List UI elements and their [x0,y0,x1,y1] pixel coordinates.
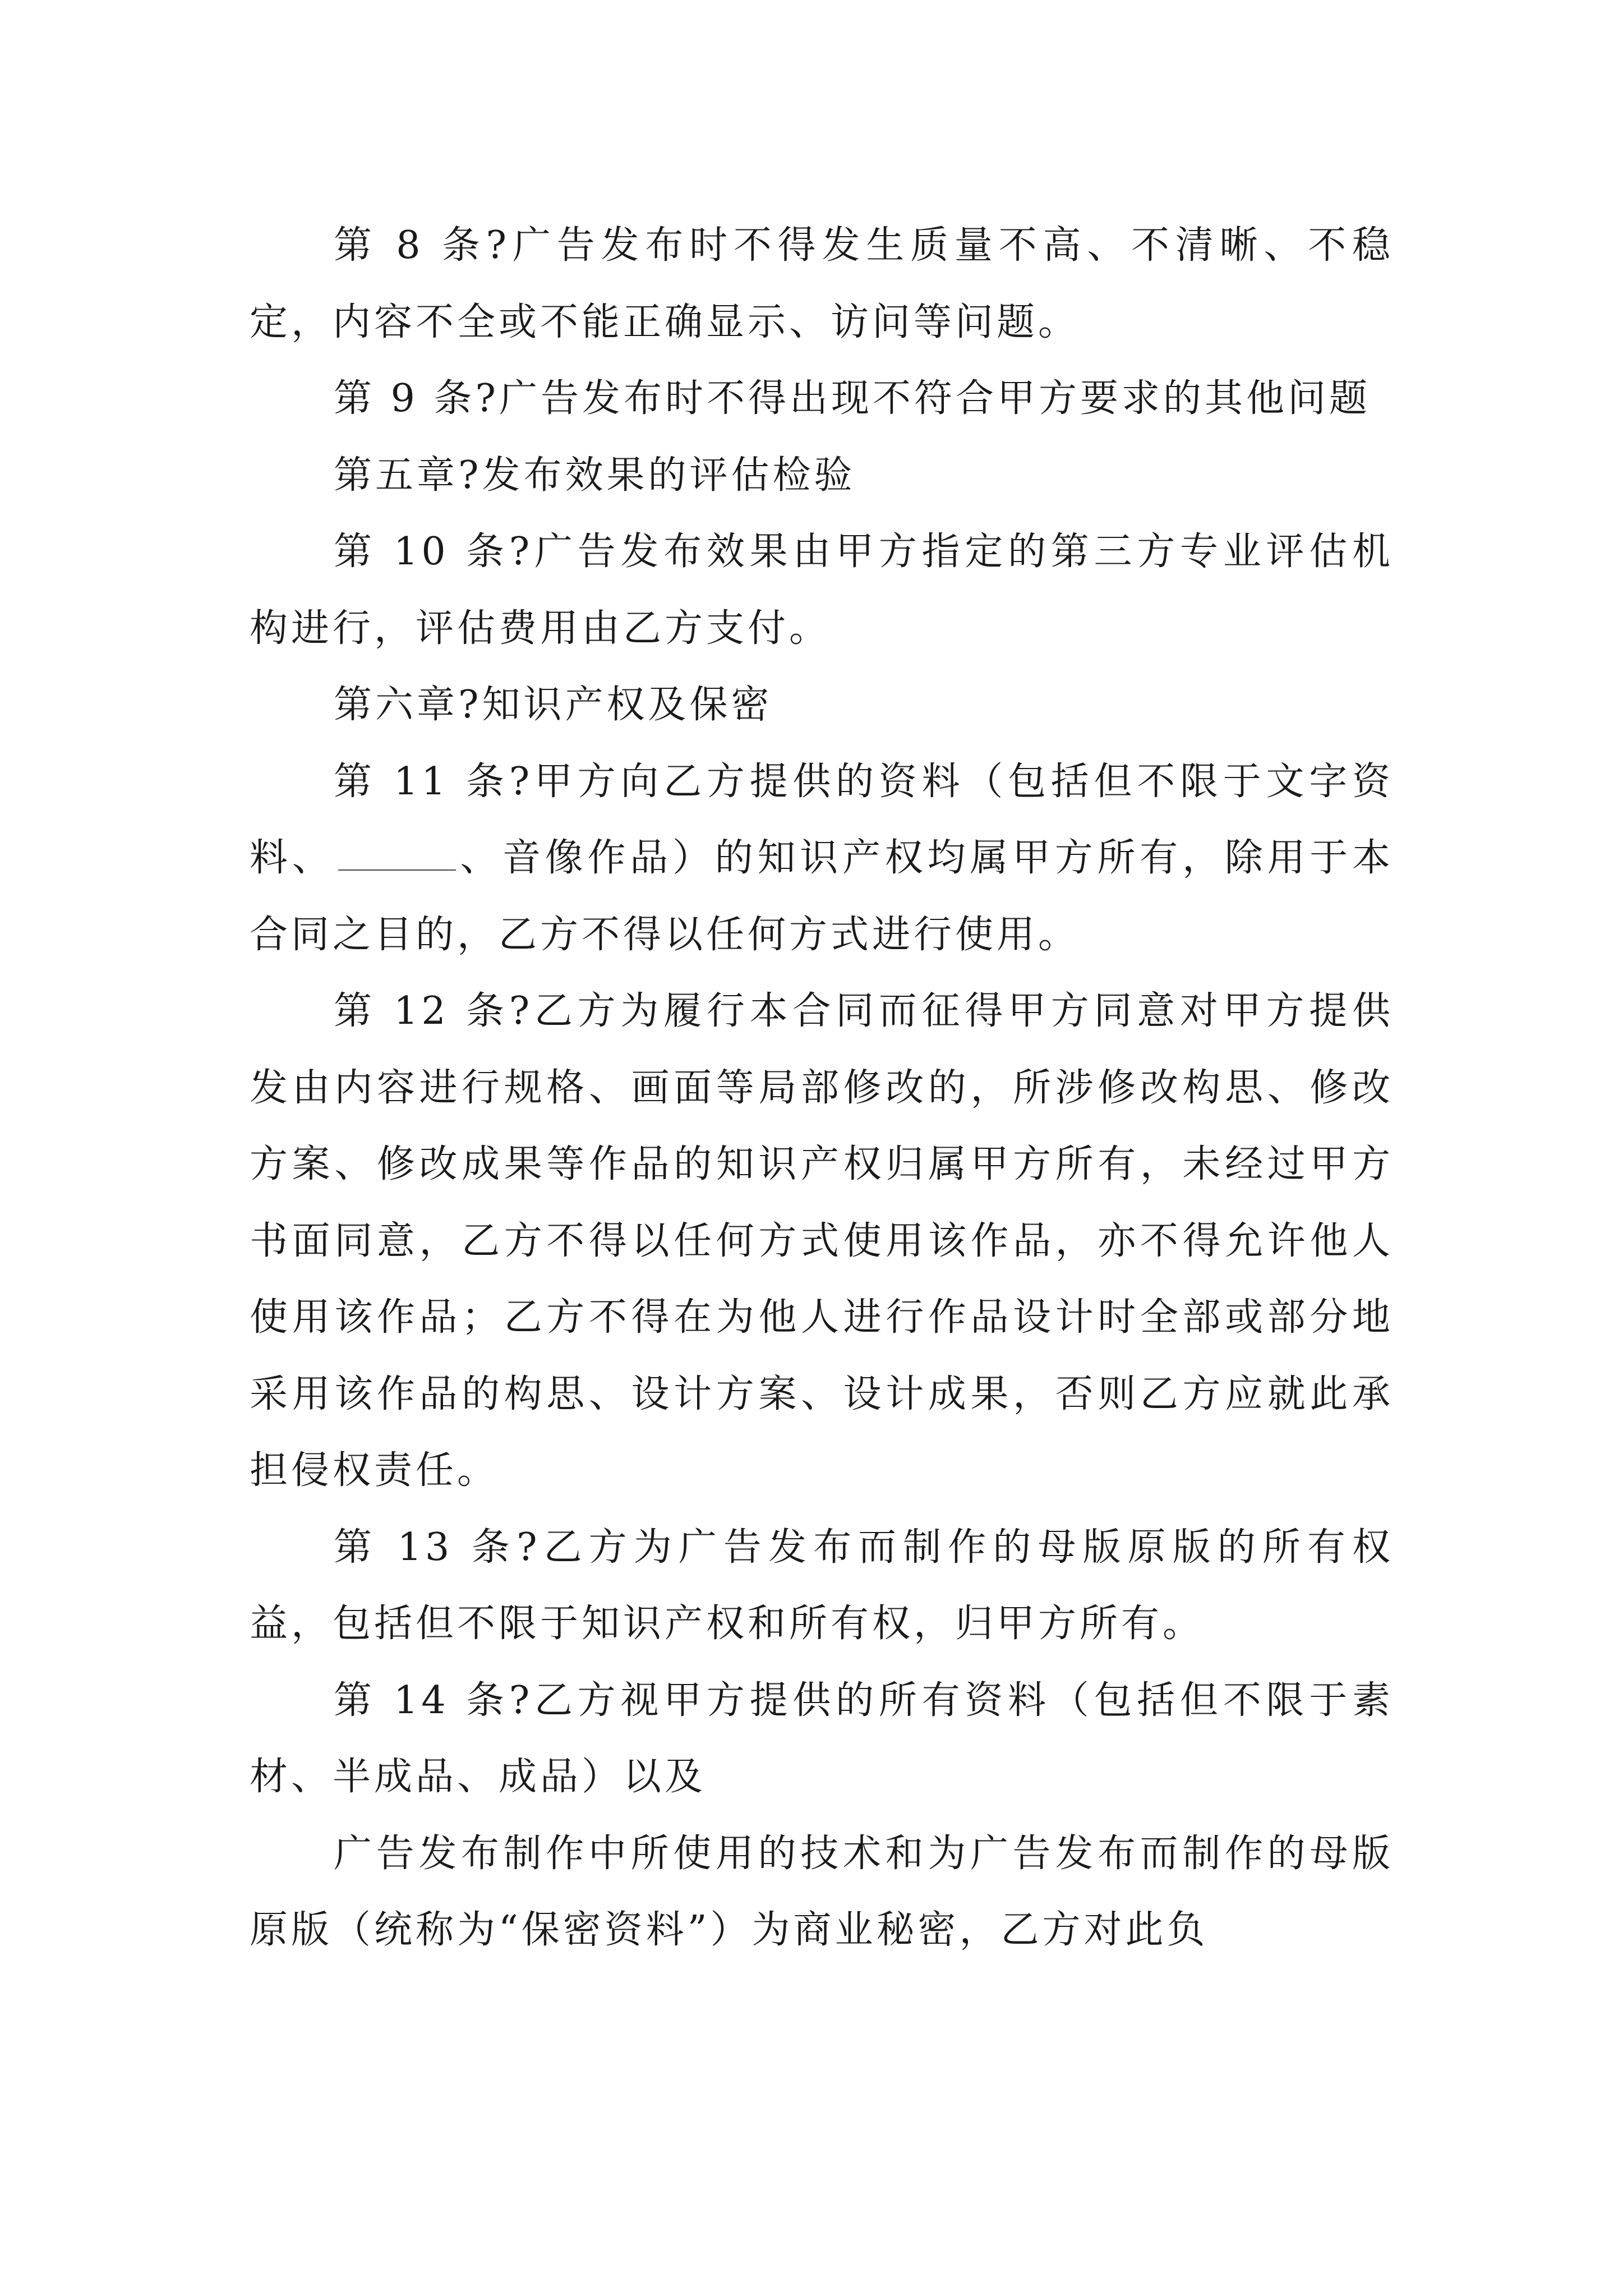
article-11-part-b: 、音像作品）的知识产权均属甲方所有，除用于本合同之目的，乙方不得以任何方式进行使用。 [250,836,1394,957]
article-13: 第 13 条?乙方为广告发布而制作的母版原版的所有权益，包括但不限于知识产权和所有权，归甲方所有。 [250,1525,1394,1646]
article-10: 第 10 条?广告发布效果由甲方指定的第三方专业评估机构进行，评估费用由乙方支付。 [250,530,1394,651]
chapter-6-heading: 第六章?知识产权及保密 [334,683,773,727]
article-14-continued: 广告发布制作中所使用的技术和为广告发布而制作的母版原版（统称为“保密资料”）为商业秘密，乙方对此负 [250,1831,1394,1952]
article-11-part-a: 第 11 条?甲方向乙方提供的资料（包括但不限于文字资料、 [250,759,1394,880]
article-11 [250,744,1394,974]
fill-in-blank [338,835,456,871]
document-body [250,208,1394,1969]
article-14: 第 14 条?乙方视甲方提供的所有资料（包括但不限于素材、半成品、成品）以及 [250,1678,1394,1799]
chapter-5-heading: 第五章?发布效果的评估检验 [334,453,856,498]
article-12: 第 12 条?乙方为履行本合同而征得甲方同意对甲方提供发由内容进行规格、画面等局部修改的，所涉修改构思、修改方案、修改成果等作品的知识产权归属甲方所有，未经过甲方书面同意，乙方不得以任何方式使用该作品，亦不得允许他人使用该作品；乙方不得在为他人进行作品设计时全部或部分地采用该作品的构思、设计方案、设计成果，否则乙方应就此承担侵权责任。 [250,989,1394,1493]
article-8: 第 8 条?广告发布时不得发生质量不高、不清晰、不稳定，内容不全或不能正确显示、访问等问题。 [250,223,1394,344]
article-9: 第 9 条?广告发布时不得出现不符合甲方要求的其他问题 [334,376,1371,421]
